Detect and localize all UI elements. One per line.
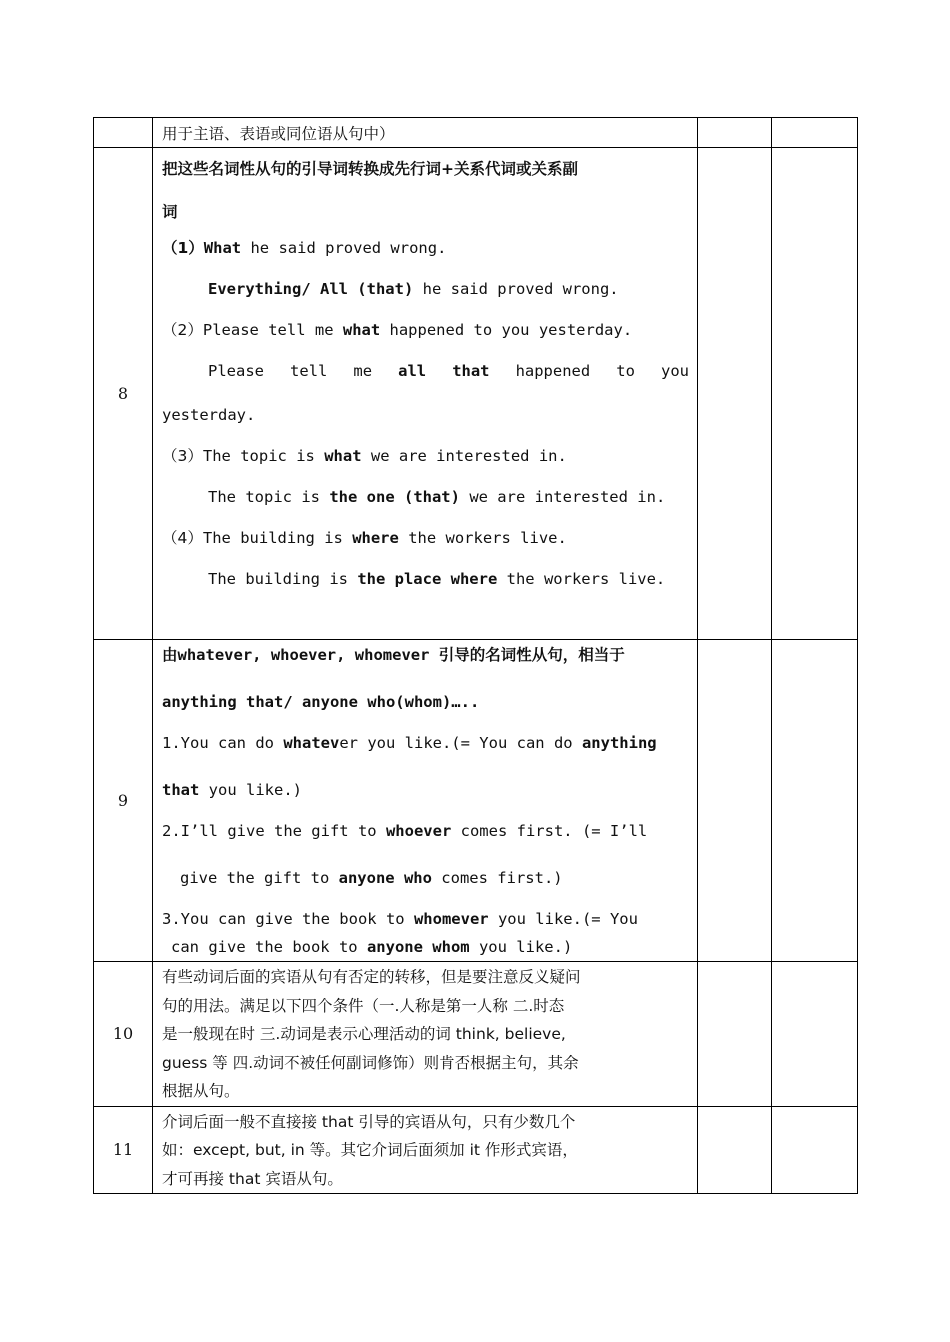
bold-term: that [162, 781, 200, 799]
row-number [94, 118, 153, 148]
grammar-table [93, 117, 858, 1194]
example-line [162, 569, 689, 599]
example-text: the workers live. [398, 529, 567, 547]
text-line: 句的用法。满足以下四个条件（一.人称是第一人称 二.时态 [162, 996, 565, 1015]
example-line [162, 358, 689, 405]
section-heading: 由whatever, whoever, whomever 引导的名词性从句，相当于 [162, 646, 625, 664]
bold-term: where [352, 529, 399, 547]
example-text: we are interested in. [459, 488, 666, 506]
word: happened [515, 362, 591, 380]
bold-term: Everything/ All (that) [208, 280, 414, 298]
example-line [162, 779, 689, 820]
example-text: The topic is [202, 447, 325, 465]
example-line [162, 867, 689, 908]
example-text: The building is [202, 529, 353, 547]
example-text: we are interested in. [361, 447, 567, 465]
example-text: 2.I’ll give the gift to [162, 822, 386, 840]
section-heading: 把这些名词性从句的引导词转换成先行词+关系代词或关系副 [162, 160, 578, 178]
bold-term: what [324, 447, 362, 465]
example-label: （2） [162, 321, 203, 339]
empty-cell [772, 640, 858, 962]
text-line: 用于主语、表语或同位语从句中） [162, 124, 395, 143]
example-text: the workers live. [497, 570, 666, 588]
section-heading: 词 [162, 203, 178, 221]
empty-cell [698, 962, 772, 1107]
empty-cell [772, 118, 858, 148]
empty-cell [698, 640, 772, 962]
example-text: 1.You can do [162, 734, 284, 752]
text-line: 介词后面一般不直接接 that 引导的宾语从句，只有少数几个 [162, 1112, 576, 1131]
text-line: 是一般现在时 三.动词是表示心理活动的词 think, believe, [162, 1025, 566, 1043]
bold-term: all [398, 362, 427, 380]
row-content [153, 148, 698, 640]
table-row [94, 962, 858, 1107]
bold-term: the one (that) [329, 488, 460, 506]
example-line [162, 276, 689, 317]
example-label: （4） [162, 529, 203, 547]
example-line [162, 446, 689, 487]
example-text: you like.) [469, 938, 573, 956]
example-text: comes first. (= I’ll [451, 822, 648, 840]
example-line [162, 908, 689, 936]
example-line [162, 732, 689, 779]
example-text: comes first.) [431, 869, 563, 887]
example-line [162, 235, 689, 276]
bold-term: whoever [385, 822, 452, 840]
example-text: 3.You can give the book to [162, 910, 414, 928]
row-number: 11 [94, 1106, 153, 1194]
bold-term: that [452, 362, 490, 380]
example-text: er you like.(= You can do [339, 734, 582, 752]
example-text: you like.(= You [488, 910, 638, 928]
row-content [153, 118, 698, 148]
row-content [153, 962, 698, 1107]
example-text: you like.) [199, 781, 302, 799]
example-line: yesterday. [162, 406, 256, 424]
row-content [153, 640, 698, 962]
empty-cell [772, 1106, 858, 1194]
table-row [94, 118, 858, 148]
bold-term: What [203, 239, 242, 257]
bold-term: what [342, 321, 381, 339]
bold-term: whomever [413, 910, 489, 928]
word: Please [208, 362, 264, 380]
bold-term: the place where [357, 570, 498, 588]
example-line [162, 487, 689, 528]
example-line [162, 936, 689, 960]
text-line: 有些动词后面的宾语从句有否定的转移，但是要注意反义疑问 [162, 968, 581, 986]
table-row [94, 1106, 858, 1194]
example-text: he said proved wrong. [241, 239, 447, 257]
example-text: can give the book to [171, 938, 367, 956]
table-row [94, 148, 858, 640]
example-line [162, 317, 689, 358]
word: to [616, 362, 635, 380]
example-text: happened to you yesterday. [380, 321, 633, 339]
bold-term: anyone who [338, 869, 432, 887]
example-text: The building is [208, 570, 358, 588]
text-line: 根据从句。 [162, 1082, 240, 1100]
empty-cell [698, 148, 772, 640]
empty-cell [698, 1106, 772, 1194]
table-row [94, 640, 858, 962]
row-number: 9 [94, 640, 153, 962]
bold-term: anyone whom [366, 938, 470, 956]
text-line: 才可再接 that 宾语从句。 [162, 1169, 343, 1188]
text-line: guess 等 四.动词不被任何副词修饰）则肯否根据主句，其余 [162, 1053, 579, 1072]
bold-term: anything [581, 734, 657, 752]
example-text: Please tell me [202, 321, 343, 339]
row-number: 8 [94, 148, 153, 640]
empty-cell [772, 962, 858, 1107]
example-text: give the gift to [180, 869, 339, 887]
example-label: （3） [162, 447, 203, 465]
example-line [162, 528, 689, 569]
example-line [162, 820, 689, 867]
example-text: he said proved wrong. [413, 280, 619, 298]
text-line: 如：except, but, in 等。其它介词后面须加 it 作形式宾语， [162, 1141, 578, 1159]
empty-cell [772, 148, 858, 640]
example-label: （1） [162, 239, 204, 257]
row-number: 10 [94, 962, 153, 1107]
example-text: The topic is [208, 488, 330, 506]
section-heading: anything that/ anyone who(whom)….. [162, 693, 480, 711]
word: tell [290, 362, 328, 380]
empty-cell [698, 118, 772, 148]
word: you [660, 362, 689, 380]
word: me [353, 362, 373, 380]
row-content [153, 1106, 698, 1194]
bold-term: whatev [283, 734, 340, 752]
